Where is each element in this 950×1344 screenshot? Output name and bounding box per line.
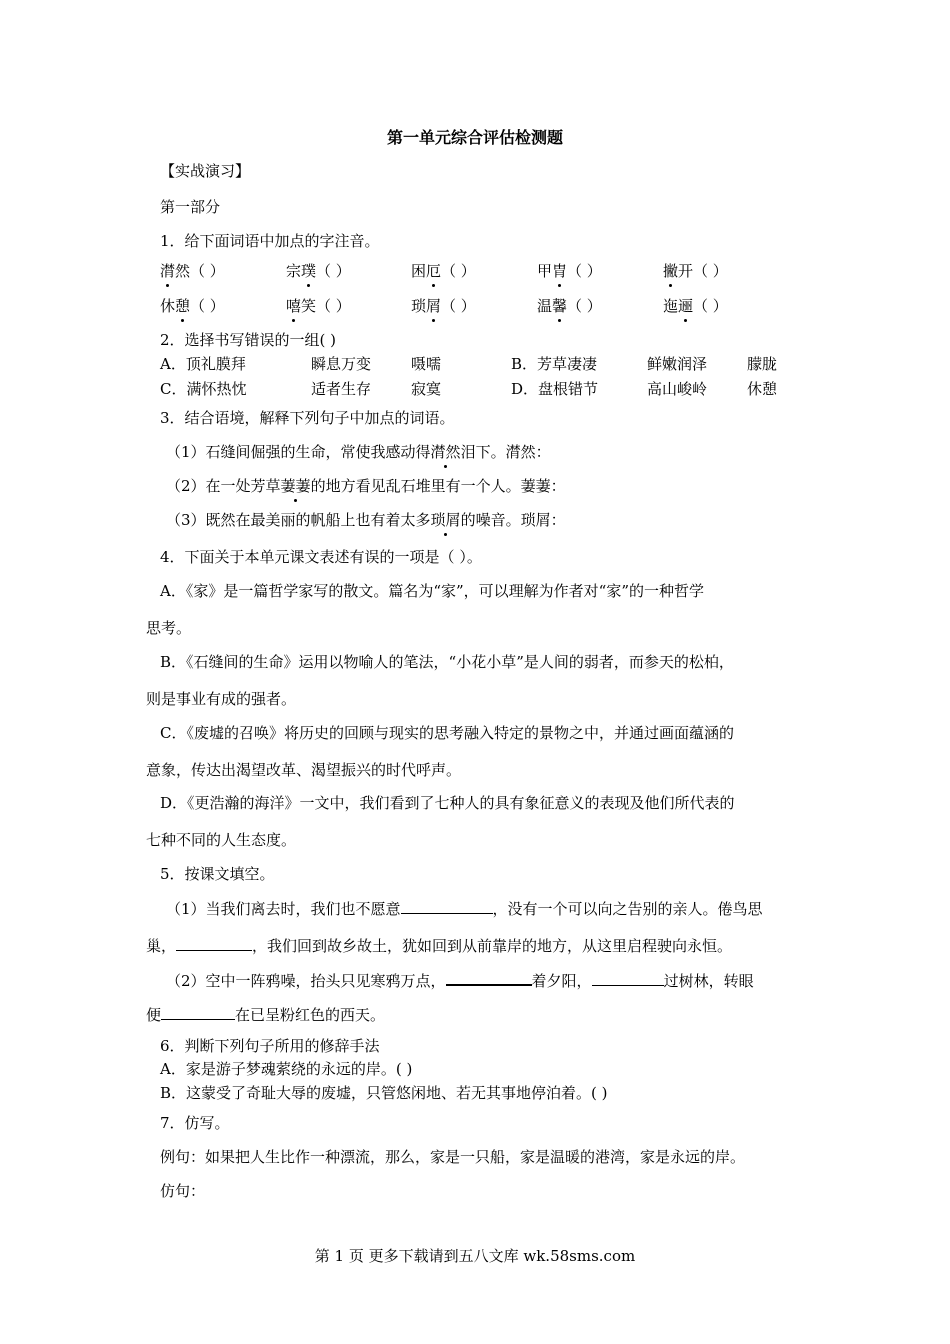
q6-option-b: B．这蒙受了奇耻大辱的废墟，只管悠闲地、若无其事地停泊着。( ) [160,1084,608,1102]
q5-blank-3[interactable] [446,969,532,986]
q2-row-2-term-3: 寂寞 [411,380,442,398]
q3-s1-dotted-word: 潸然 [430,443,461,461]
q6-stem: 6．判断下列句子所用的修辞手法 [160,1037,380,1055]
q3-s1-before: （1）石缝间倔强的生命，常使我感动得 [166,443,431,461]
q3-s2-dotted-word: 萋萋 [280,477,311,495]
q2-row-1-term-3: 嗫嚅 [411,355,442,373]
q1-row-1-item-2 [286,261,351,281]
q5-l1-text-b: ，没有一个可以向之告别的亲人。倦鸟思 [492,900,763,918]
q5-l2-text-b: ，我们回到故乡故土，犹如回到从前靠岸的地方，从这里启程驶向永恒。 [252,937,733,955]
q4-option-c-line-2: 意象，传达出渴望改革、渴望振兴的时代呼声。 [146,761,462,779]
dotted-char: 逦 [678,297,694,315]
q5-blank-2[interactable] [176,935,252,951]
answer-parentheses[interactable]: （ ） [190,262,225,280]
dotted-char: 璞 [301,262,317,280]
q1-row-2-item-5 [663,296,728,316]
q1-row-2-item-3 [411,296,476,316]
q7-stem: 7．仿写。 [160,1114,230,1132]
dotted-char: 屑 [426,297,442,315]
q3-s3-dotted-word: 琐屑 [430,511,461,529]
q5-blank-4[interactable] [592,970,664,986]
q2-row-1-term-5: 鲜嫩润泽 [647,355,708,373]
word-char: 困 [411,262,427,280]
q1-row-2-item-4 [537,296,602,316]
q4-stem: 4．下面关于本单元课文表述有误的一项是（ ）。 [160,548,482,566]
word-char: 迤 [663,297,679,315]
q4-option-d-line-1: D．《更浩瀚的海洋》一文中，我们看到了七种人的具有象征意义的表现及他们所代表的 [160,794,735,812]
q3-s2-before: （2）在一处芳草 [166,477,281,495]
answer-parentheses[interactable]: （ ） [693,297,728,315]
q2-row-2-term-2: 适者生存 [311,380,372,398]
q5-blank-1[interactable] [401,898,493,914]
q3-s3-before: （3）既然在最美丽的帆船上也有着太多 [166,511,431,529]
q5-blank-5[interactable] [161,1004,235,1020]
word-char: 休 [160,297,176,315]
q1-row-2-item-1 [160,296,225,316]
q5-l4-text-a: 便 [146,1006,162,1024]
q3-s2-after: 的地方看见乱石堆里有一个人。萋萋： [310,477,566,495]
page-footer: 第 1 页 更多下载请到五八文库 wk.58sms.com [314,1247,636,1265]
q5-stem: 5．按课文填空。 [160,865,275,883]
q7-imitate-label: 仿句： [160,1182,206,1200]
q3-sentence-1 [166,442,551,462]
dotted-char: 憩 [175,297,191,315]
word-char: 琐 [411,297,427,315]
dotted-char: 潸 [160,262,176,280]
q4-option-b-line-1: B．《石缝间的生命》运用以物喻人的笔法，“小花小草”是人间的弱者，而参天的松柏， [160,653,734,671]
q5-line-2 [146,935,732,956]
dotted-char: 撇 [663,262,679,280]
dotted-char: 嘻 [286,297,302,315]
answer-parentheses[interactable]: （ ） [567,262,602,280]
q5-l3-text-c: 过树林，转眼 [663,972,754,990]
dotted-char: 馨 [552,297,568,315]
q3-s1-after: 泪下。潸然： [460,443,551,461]
answer-parentheses[interactable]: （ ） [316,262,351,280]
q5-line-1 [166,898,763,919]
q3-s3-after: 的噪音。琐屑： [460,511,566,529]
answer-parentheses[interactable]: （ ） [441,297,476,315]
word-char: 开 [678,262,694,280]
word-char: 甲 [537,262,553,280]
q4-option-c-line-1: C．《废墟的召唤》将历史的回顾与现实的思考融入特定的景物之中，并通过画面蕴涵的 [160,724,734,742]
word-char: 宗 [286,262,302,280]
q5-line-3 [166,969,754,991]
part-heading: 第一部分 [160,198,221,216]
q5-l2-text-a: 巢， [146,937,177,955]
page-title: 第一单元综合评估检测题 [386,128,563,147]
q7-example: 例句：如果把人生比作一种漂流，那么，家是一只船，家是温暖的港湾，家是永远的岸。 [160,1148,746,1166]
dotted-char: 厄 [426,262,442,280]
q5-l4-text-b: 在已呈粉红色的西天。 [235,1006,386,1024]
word-char: 温 [537,297,553,315]
q4-option-d-line-2: 七种不同的人生态度。 [146,831,297,849]
q4-option-b-line-2: 则是事业有成的强者。 [146,690,297,708]
q3-sentence-3 [166,510,566,530]
q2-row-1-term-1: A．顶礼膜拜 [160,355,246,373]
section-heading: 【实战演习】 [160,162,251,180]
q2-row-2-term-6: 休憩 [747,380,778,398]
q2-stem: 2．选择书写错误的一组( ) [160,331,337,349]
answer-parentheses[interactable]: （ ） [441,262,476,280]
q1-row-1-item-1 [160,261,225,281]
word-char: 笑 [301,297,317,315]
q1-row-1-item-4 [537,261,602,281]
q2-row-2-term-1: C．满怀热忱 [160,380,247,398]
answer-parentheses[interactable]: （ ） [567,297,602,315]
q5-line-4 [146,1004,385,1025]
q3-sentence-2 [166,476,566,496]
q2-row-2-term-5: 高山峻岭 [647,380,708,398]
answer-parentheses[interactable]: （ ） [693,262,728,280]
q6-option-a: A．家是游子梦魂萦绕的永远的岸。( ) [160,1060,413,1078]
q5-l3-text-b: 着夕阳， [531,972,592,990]
q2-row-1-term-4: B．芳草凄凄 [511,355,598,373]
q1-row-1-item-5 [663,261,728,281]
q3-stem: 3．结合语境，解释下列句子中加点的词语。 [160,409,455,427]
q4-option-a-line-1: A．《家》是一篇哲学家写的散文。篇名为“家”，可以理解为作者对“家”的一种哲学 [160,582,705,600]
q2-row-1-term-6: 朦胧 [747,355,778,373]
q1-stem: 1．给下面词语中加点的字注音。 [160,232,380,250]
q4-option-a-line-2: 思考。 [146,619,192,637]
word-char: 然 [175,262,191,280]
q2-row-1-term-2: 瞬息万变 [311,355,372,373]
answer-parentheses[interactable]: （ ） [316,297,351,315]
answer-parentheses[interactable]: （ ） [190,297,225,315]
q1-row-1-item-3 [411,261,476,281]
q5-l1-text-a: （1）当我们离去时，我们也不愿意 [166,900,401,918]
q5-l3-text-a: （2）空中一阵鸦噪，抬头只见寒鸦万点， [166,972,446,990]
q1-row-2-item-2 [286,296,351,316]
dotted-char: 胄 [552,262,568,280]
q2-row-2-term-4: D．盘根错节 [511,380,599,398]
